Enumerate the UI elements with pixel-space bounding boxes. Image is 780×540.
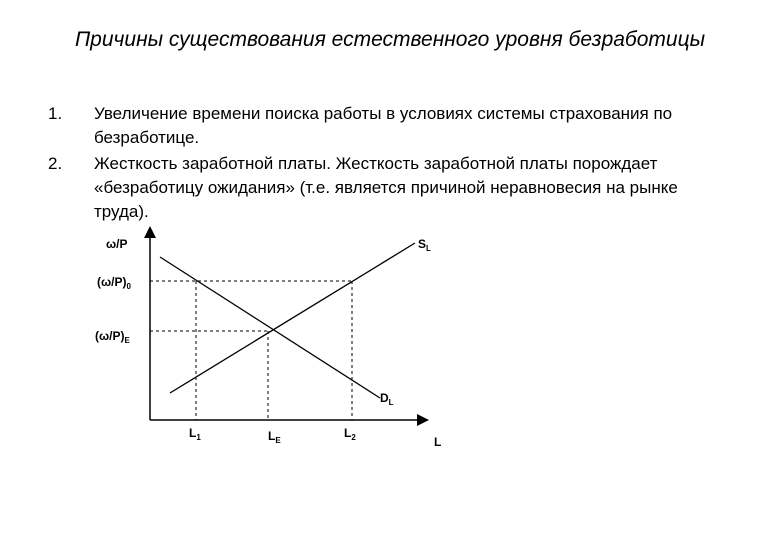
item-text: Увеличение времени поиска работы в условиях системы страхования по безработице. xyxy=(94,104,673,147)
y-axis-label: ω/P xyxy=(106,237,128,251)
wage-eq-label: $(\omega/P)_E$ xyxy=(95,329,130,345)
item-number: 2. xyxy=(48,154,63,173)
le-label: $L_E$ xyxy=(268,429,281,445)
supply-label: $S_L$ xyxy=(418,237,431,253)
slide-title: Причины существования естественного уровня безработицы xyxy=(74,28,706,51)
wage-high-label: $(\omega/P)_0$ xyxy=(97,275,131,291)
l1-label: $L_1$ xyxy=(189,426,201,442)
l2-label: $L_2$ xyxy=(344,426,356,442)
demand-label: $D_L$ xyxy=(380,391,394,407)
demand-curve xyxy=(160,257,380,398)
item-text: Жесткость заработной платы. Жесткость заработной платы порождает «безработицу ожидания» (т.е. является причиной неравновесия на рынке труда). xyxy=(94,154,678,221)
item-number: 1. xyxy=(48,104,63,123)
supply-curve xyxy=(170,243,415,393)
x-axis-label: L xyxy=(434,435,442,449)
